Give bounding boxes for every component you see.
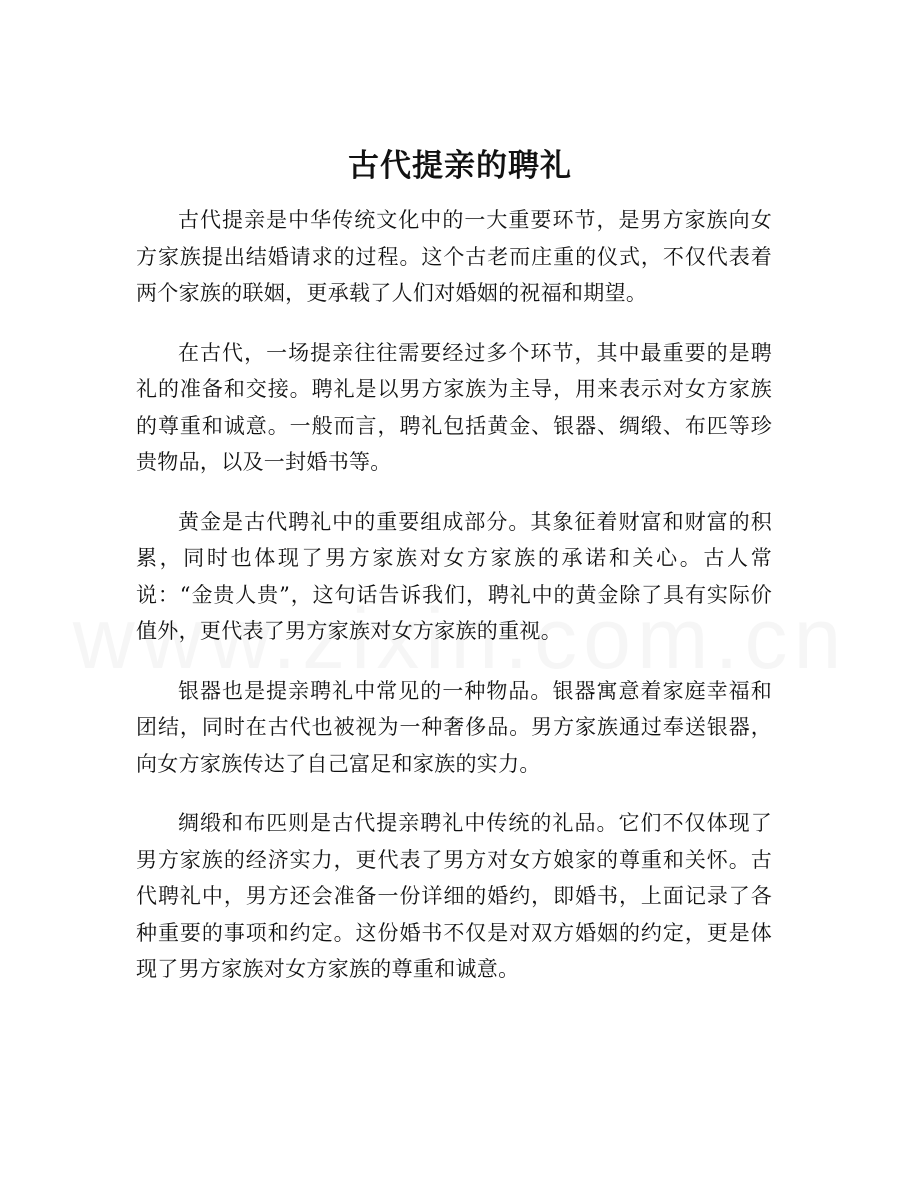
document-title: 古代提亲的聘礼 <box>348 148 572 184</box>
paragraph-5: 绸缎和布匹则是古代提亲聘礼中传统的礼品。它们不仅体现了男方家族的经济实力，更代表了男方对女方娘家的尊重和关怀。古代聘礼中，男方还会准备一份详细的婚约，即婚书，上面记录了各种重要的事项和约定。这份婚书不仅是对双方婚姻的约定，更是体现了男方家族对女方家族的尊重和诚意。 <box>136 811 772 981</box>
paragraph-3: 黄金是古代聘礼中的重要组成部分。其象征着财富和财富的积累，同时也体现了男方家族对女方家族的承诺和关心。古人常说：“金贵人贵”，这句话告诉我们，聘礼中的黄金除了具有实际价值外，更代表了男方家族对女方家族的重视。 <box>136 509 772 643</box>
paragraph-4: 银器也是提亲聘礼中常见的一种物品。银器寓意着家庭幸福和团结，同时在古代也被视为一种奢侈品。男方家族通过奉送银器，向女方家族传达了自己富足和家族的实力。 <box>136 678 772 776</box>
paragraph-1: 古代提亲是中华传统文化中的一大重要环节，是男方家族向女方家族提出结婚请求的过程。这个古老而庄重的仪式，不仅代表着两个家族的联姻，更承载了人们对婚姻的祝福和期望。 <box>136 208 772 305</box>
document-body <box>136 202 772 1011</box>
paragraph-2: 在古代，一场提亲往往需要经过多个环节，其中最重要的是聘礼的准备和交接。聘礼是以男方家族为主导，用来表示对女方家族的尊重和诚意。一般而言，聘礼包括黄金、银器、绸缎、布匹等珍贵物品，以及一封婚书等。 <box>136 340 772 474</box>
